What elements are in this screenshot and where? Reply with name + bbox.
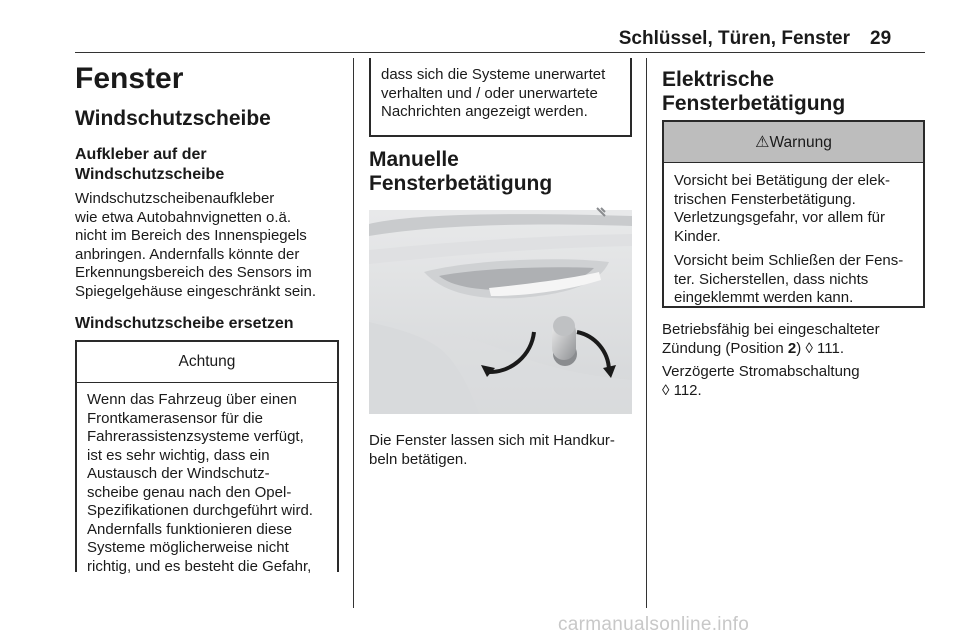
warning-box-title: Warnung bbox=[769, 134, 832, 151]
warning-box bbox=[662, 120, 925, 308]
sticker-paragraph-line-3: nicht im Bereich des Innenspiegels bbox=[75, 227, 307, 244]
subsection-title-windshield: Windschutzscheibe bbox=[75, 107, 271, 130]
caution-cont-line-1: dass sich die Systeme unerwartet bbox=[381, 66, 606, 83]
caution-box-continued bbox=[369, 58, 632, 137]
caution-cont-line-3: Nachrichten angezeigt werden. bbox=[381, 103, 588, 120]
warning-para1-line-3: Verletzungsgefahr, vor allem für bbox=[674, 209, 885, 226]
page-reference-icon: ◊ bbox=[662, 381, 670, 399]
ignition-line-1: Betriebsfähig bei eingeschalteter bbox=[662, 321, 880, 338]
sticker-paragraph-line-1: Windschutzscheibenaufkleber bbox=[75, 190, 275, 207]
subsection-title-manual-line1: Manuelle bbox=[369, 148, 459, 171]
warning-para2-line-3: eingeklemmt werden kann. bbox=[674, 289, 854, 306]
warning-box-header bbox=[664, 122, 923, 163]
delayed-power-page-reference[interactable]: 112. bbox=[673, 381, 702, 399]
ignition-position-number: 2 bbox=[787, 339, 797, 357]
subsection-title-manual-line2: Fensterbetätigung bbox=[369, 172, 553, 195]
door-panel-drawing bbox=[369, 202, 632, 414]
caution-box-title: Achtung bbox=[77, 342, 337, 383]
running-header-title: Schlüssel, Türen, Fenster bbox=[618, 28, 850, 49]
topic-heading-stickers-line1: Aufkleber auf der bbox=[75, 146, 207, 163]
caution-line-7: Spezifikationen durchgeführt wird. bbox=[87, 502, 313, 519]
warning-box-body bbox=[664, 163, 923, 308]
warning-para2-line-1: Vorsicht beim Schließen der Fens- bbox=[674, 252, 904, 269]
header-divider bbox=[75, 52, 925, 53]
section-title: Fenster bbox=[75, 62, 184, 95]
warning-para2-line-2: ter. Sicherstellen, dass nichts bbox=[674, 270, 869, 288]
caution-line-9: Systeme möglicherweise nicht bbox=[87, 539, 289, 556]
caution-cont-line-2: verhalten und / oder unerwartete bbox=[381, 84, 598, 102]
delayed-power-line-1: Verzögerte Stromabschaltung bbox=[662, 363, 860, 380]
watermark: carmanualsonline.info bbox=[558, 614, 750, 635]
topic-heading-replace-windshield: Windschutzscheibe ersetzen bbox=[75, 315, 294, 332]
caution-line-5: Austausch der Windschutz- bbox=[87, 465, 270, 482]
column-divider-1 bbox=[353, 58, 354, 608]
sticker-paragraph-line-4: anbringen. Andernfalls könnte der bbox=[75, 245, 300, 263]
caution-line-10: richtig, und es besteht die Gefahr, bbox=[87, 557, 312, 575]
sticker-paragraph-line-6: Spiegelgehäuse eingeschränkt sein. bbox=[75, 282, 317, 300]
caution-box bbox=[75, 340, 339, 575]
warning-para1-line-4: Kinder. bbox=[674, 227, 721, 245]
caution-line-4: ist es sehr wichtig, dass ein bbox=[87, 446, 270, 464]
sticker-paragraph-line-5: Erkennungsbereich des Sensors im bbox=[75, 264, 312, 281]
delayed-power-line-2 bbox=[662, 382, 702, 401]
warning-para1-line-2: trischen Fensterbetätigung. bbox=[674, 190, 856, 208]
ignition-text-end: ) bbox=[796, 339, 806, 357]
ignition-line-2 bbox=[662, 340, 844, 359]
ignition-page-reference[interactable]: 111. bbox=[817, 339, 844, 357]
subsection-title-electric-line1: Elektrische bbox=[662, 68, 775, 91]
column-divider-2 bbox=[646, 58, 647, 608]
illustration-caption-line-1: Die Fenster lassen sich mit Handkur- bbox=[369, 432, 615, 449]
caution-line-2: Frontkamerasensor für die bbox=[87, 409, 263, 427]
page-number: 29 bbox=[870, 28, 892, 49]
caution-line-6: scheibe genau nach den Opel- bbox=[87, 483, 292, 501]
caution-line-1: Wenn das Fahrzeug über einen bbox=[87, 391, 297, 408]
window-crank-illustration bbox=[369, 202, 632, 414]
caution-box-body bbox=[77, 383, 337, 576]
sticker-paragraph-line-2: wie etwa Autobahnvignetten o.ä. bbox=[75, 208, 291, 226]
caution-line-3: Fahrerassistenzsysteme verfügt, bbox=[87, 428, 304, 445]
warning-para1-line-1: Vorsicht bei Betätigung der elek- bbox=[674, 172, 890, 189]
illustration-caption-line-2: beln betätigen. bbox=[369, 450, 468, 468]
topic-heading-stickers-line2: Windschutzscheibe bbox=[75, 166, 225, 183]
subsection-title-electric-line2: Fensterbetätigung bbox=[662, 92, 846, 115]
caution-line-8: Andernfalls funktionieren diese bbox=[87, 520, 293, 538]
ignition-text: Zündung (Position bbox=[662, 339, 788, 357]
page-reference-icon: ◊ bbox=[805, 339, 813, 357]
warning-triangle-icon: ⚠ bbox=[755, 132, 770, 151]
